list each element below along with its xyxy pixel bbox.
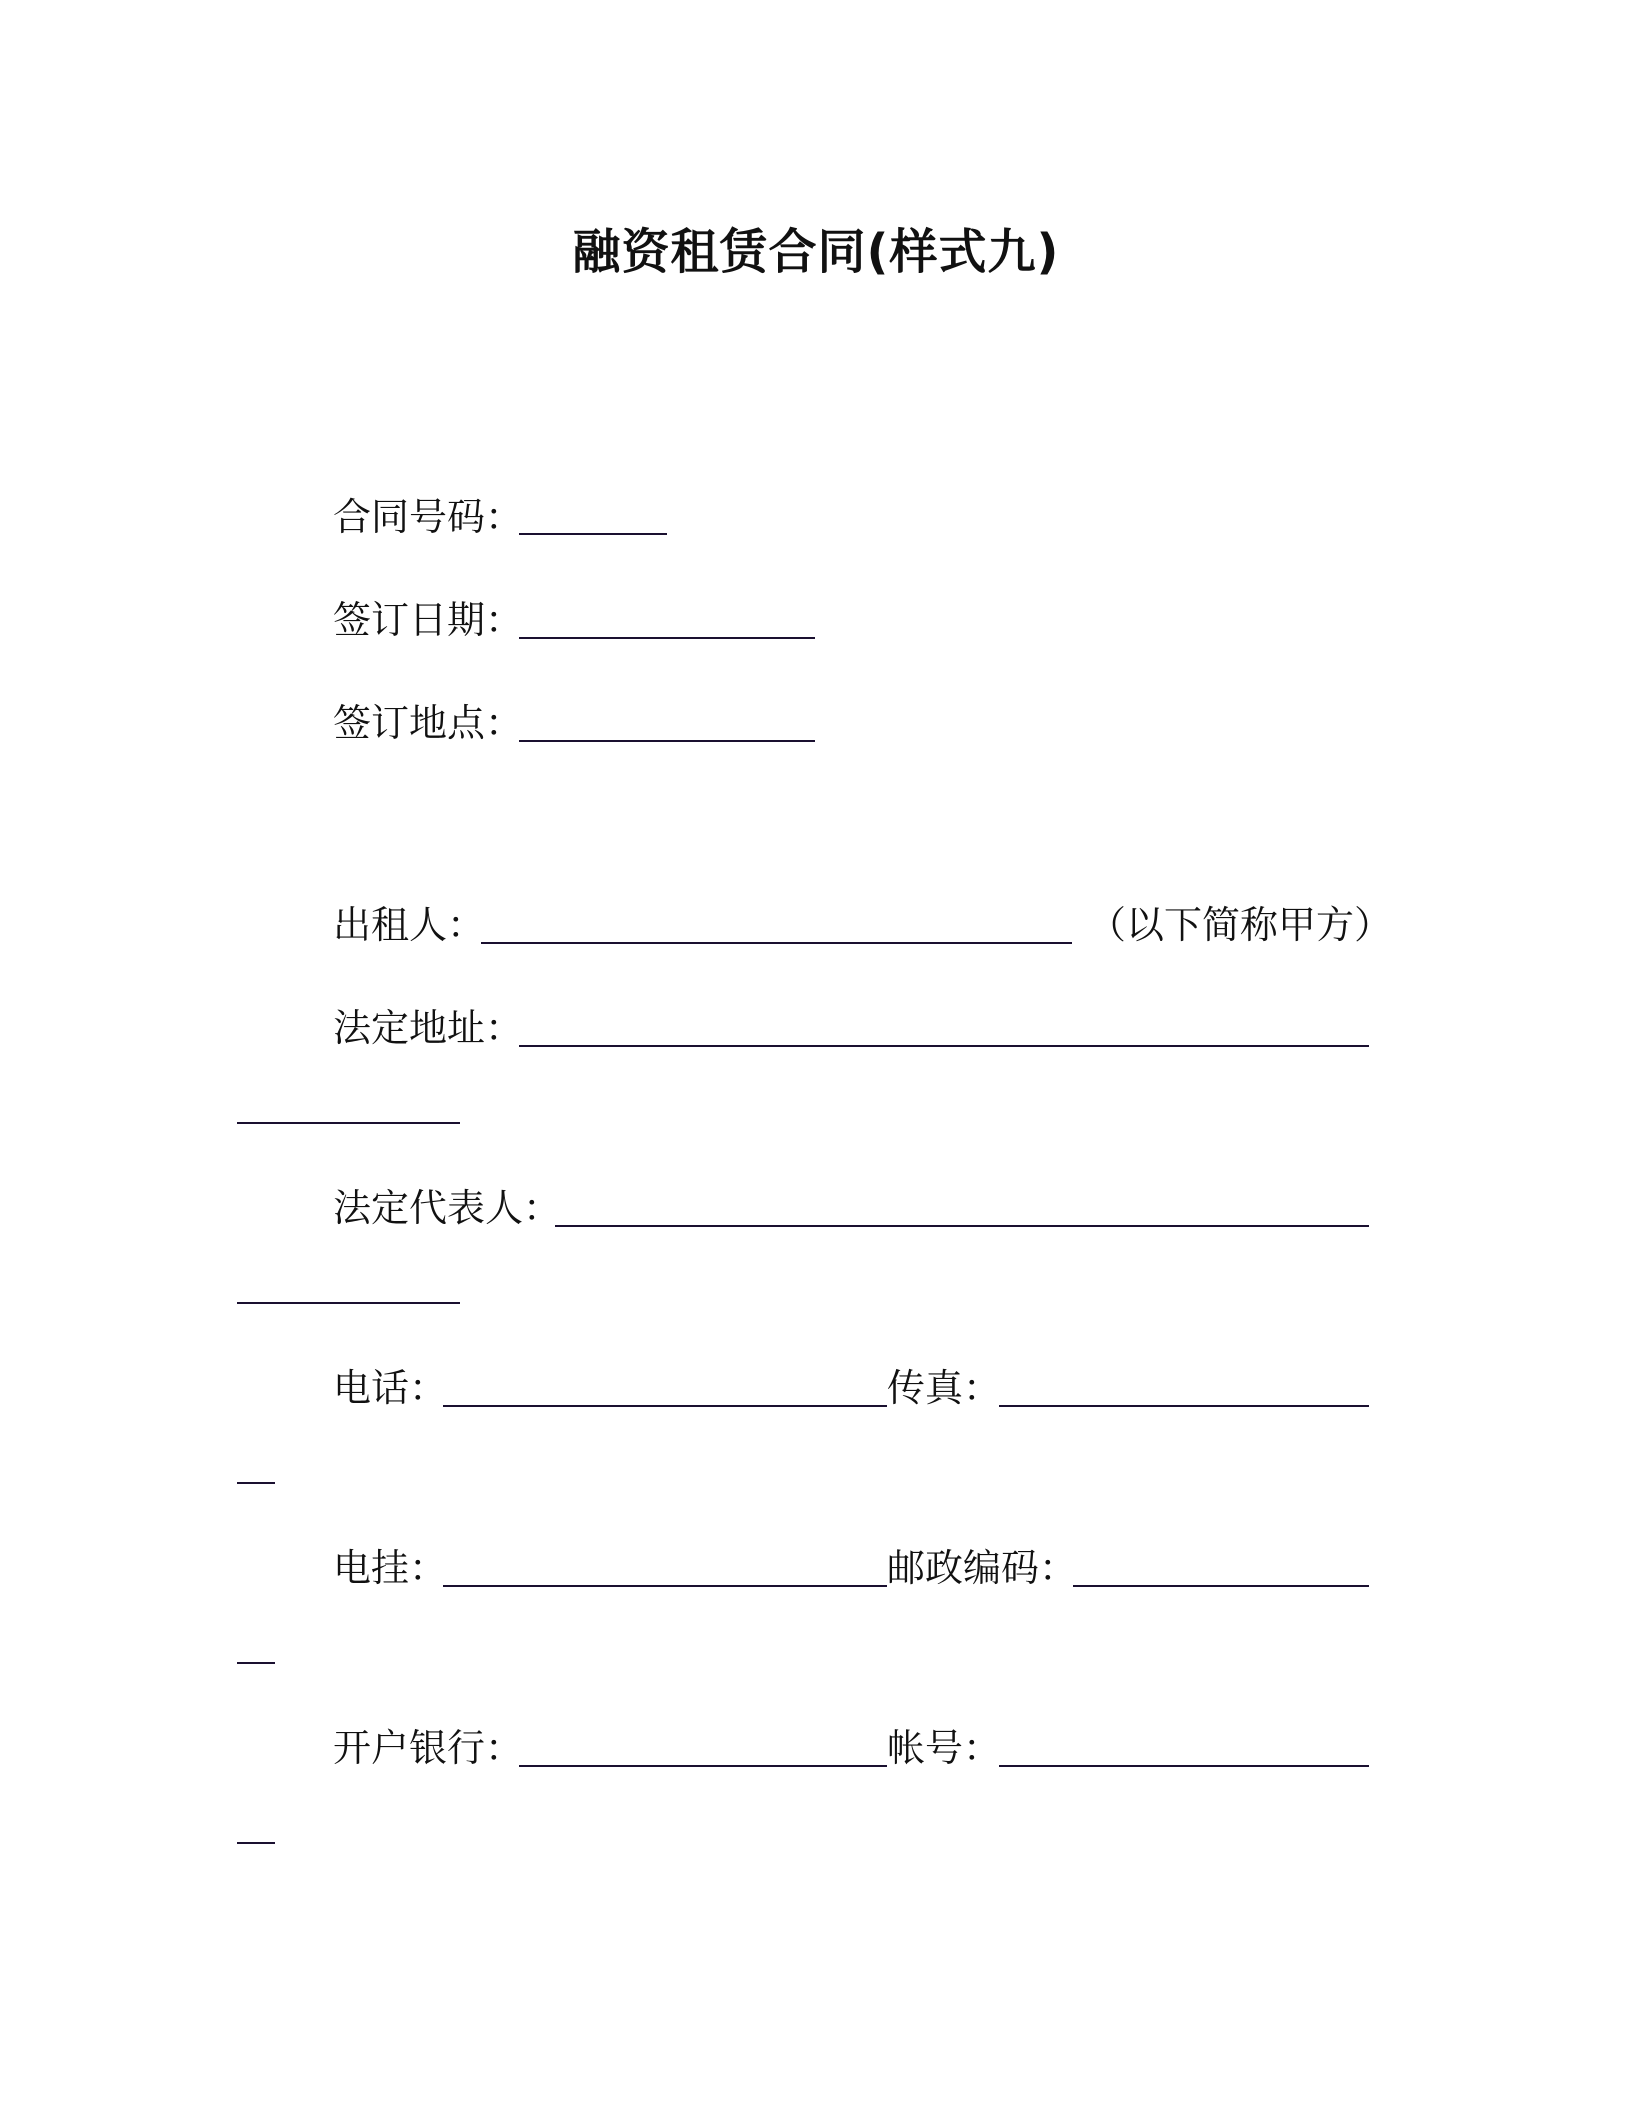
address-blank[interactable] xyxy=(519,1045,1369,1047)
account-label: 帐号： xyxy=(887,1726,1002,1770)
account-blank-continuation[interactable] xyxy=(237,1842,275,1844)
lessor-abbreviation-note: （以下简称甲方） xyxy=(1088,903,1393,947)
legal-rep-blank-continuation[interactable] xyxy=(237,1302,460,1304)
legal-rep-blank[interactable] xyxy=(555,1225,1369,1227)
fax-blank[interactable] xyxy=(999,1405,1369,1407)
telex-label: 电挂： xyxy=(333,1546,448,1590)
document-title: 融资租赁合同(样式九) xyxy=(572,224,1060,280)
contract-no-blank[interactable] xyxy=(519,533,667,535)
sign-date-blank[interactable] xyxy=(519,637,815,639)
postcode-label: 邮政编码： xyxy=(887,1546,1078,1590)
phone-blank[interactable] xyxy=(443,1405,887,1407)
bank-label: 开户银行： xyxy=(333,1726,524,1770)
phone-label: 电话： xyxy=(333,1366,448,1410)
postcode-blank-continuation[interactable] xyxy=(237,1662,275,1664)
fax-label: 传真： xyxy=(887,1366,1002,1410)
address-label: 法定地址： xyxy=(333,1006,524,1050)
lessor-name-label: 出租人： xyxy=(333,903,486,947)
contract-no-label: 合同号码： xyxy=(333,495,524,539)
account-blank[interactable] xyxy=(999,1765,1369,1767)
sign-place-label: 签订地点： xyxy=(333,701,524,745)
address-blank-continuation[interactable] xyxy=(237,1122,460,1124)
telex-blank[interactable] xyxy=(443,1585,887,1587)
legal-rep-label: 法定代表人： xyxy=(333,1186,562,1230)
bank-blank[interactable] xyxy=(519,1765,887,1767)
sign-date-label: 签订日期： xyxy=(333,598,524,642)
sign-place-blank[interactable] xyxy=(519,740,815,742)
postcode-blank[interactable] xyxy=(1073,1585,1369,1587)
lessor-name-blank[interactable] xyxy=(481,942,1072,944)
fax-blank-continuation[interactable] xyxy=(237,1482,275,1484)
